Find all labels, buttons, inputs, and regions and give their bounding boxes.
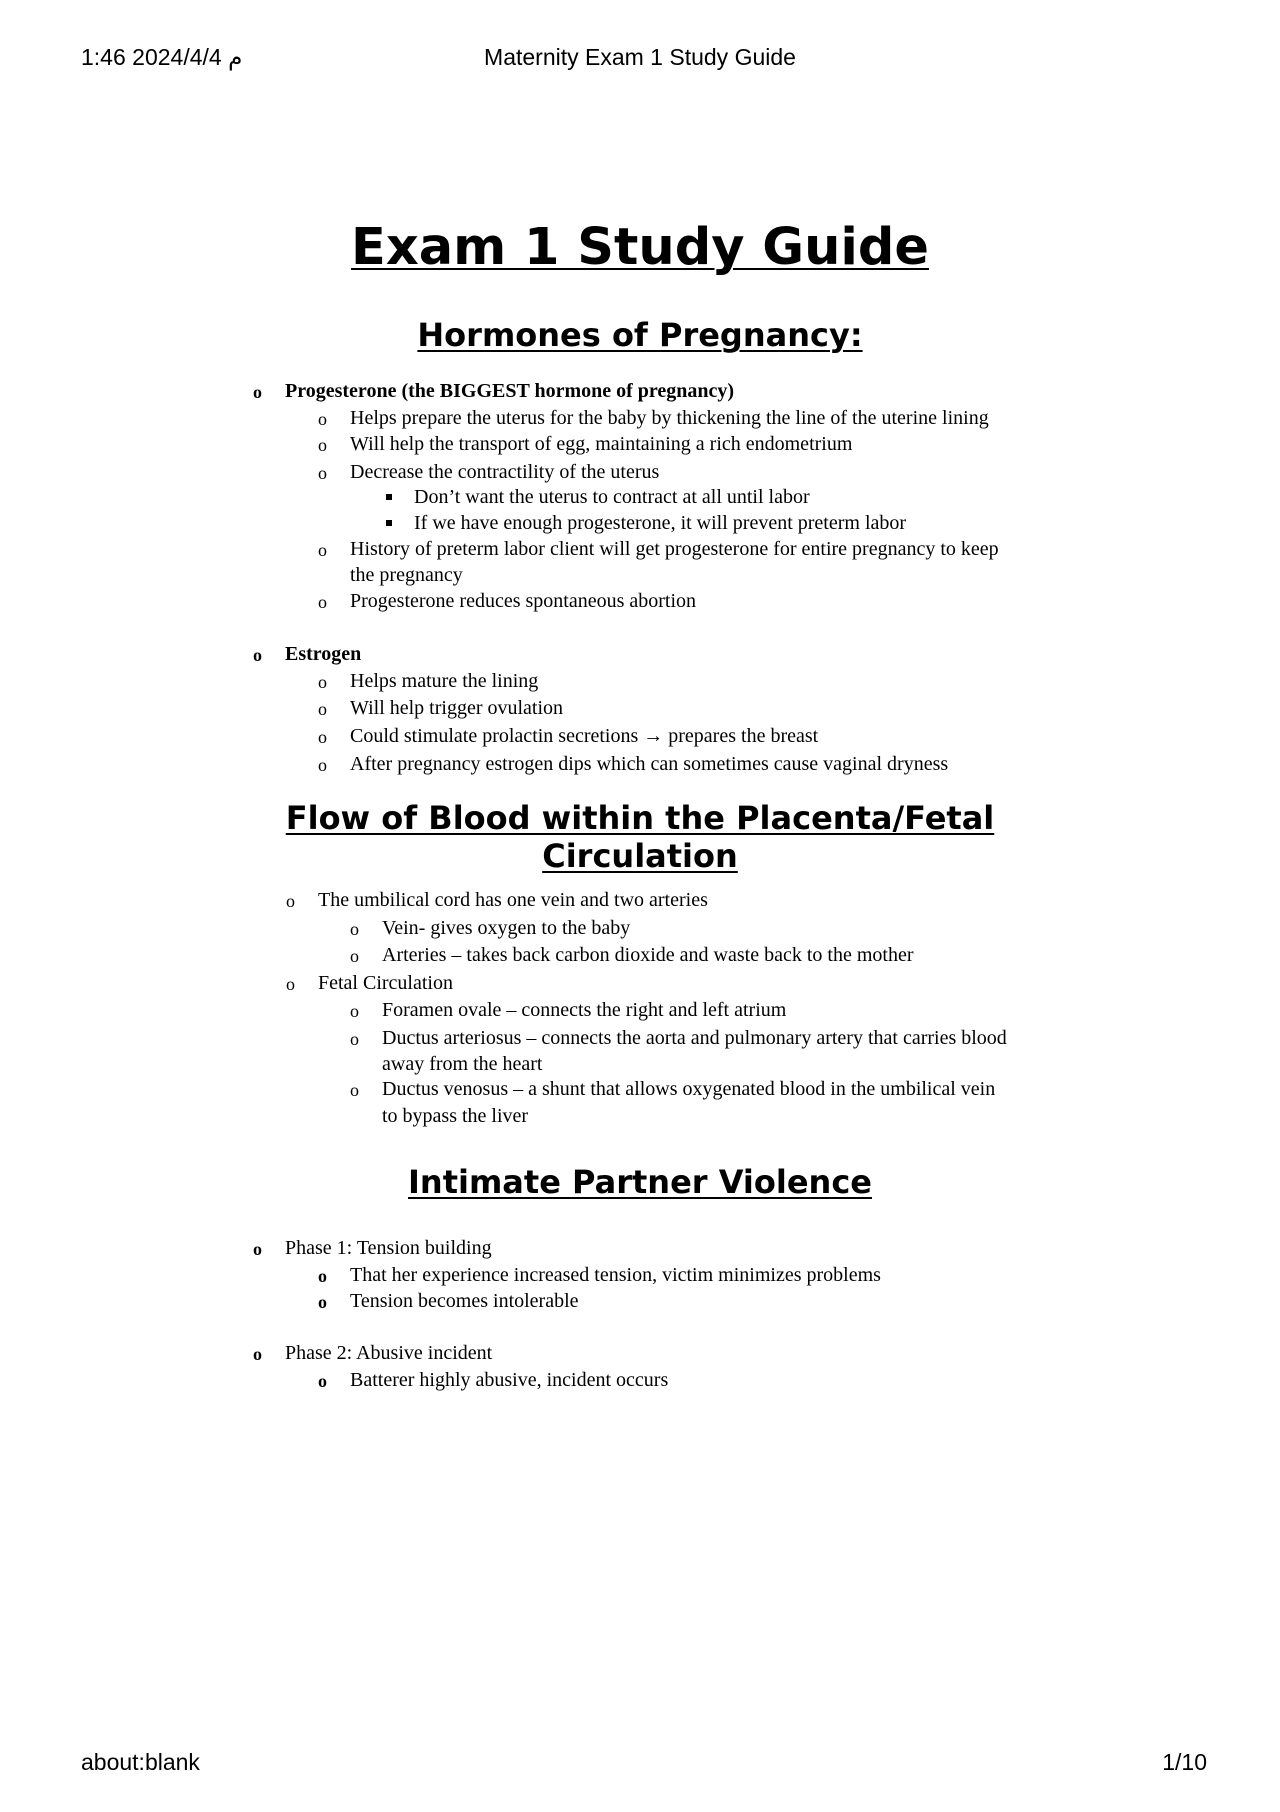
bullet-icon: o <box>318 463 327 483</box>
list-item: Fetal Circulation <box>318 972 453 994</box>
list-item-progesterone: Progesterone (the BIGGEST hormone of pregnancy) <box>285 380 735 402</box>
section-heading-blood-flow-cont: Circulation <box>542 837 738 875</box>
page-title: Exam 1 Study Guide <box>351 218 929 277</box>
square-bullet-icon <box>386 520 392 526</box>
list-item: Ductus venosus – a shunt that allows oxygenated blood in the umbilical vein <box>382 1078 996 1100</box>
list-item: Progesterone reduces spontaneous abortion <box>350 590 697 612</box>
list-item: Helps prepare the uterus for the baby by thickening the line of the uterine lining <box>350 407 989 429</box>
bullet-icon: o <box>318 435 327 455</box>
bullet-icon: o <box>318 699 327 719</box>
bullet-icon: o <box>318 540 327 560</box>
bullet-icon: o <box>318 727 327 747</box>
square-bullet-icon <box>386 494 392 500</box>
bullet-icon: o <box>350 946 359 966</box>
print-url: about:blank <box>81 1749 200 1775</box>
bullet-icon: o <box>253 1239 262 1259</box>
page-number: 1/10 <box>1162 1749 1207 1775</box>
list-item: After pregnancy estrogen dips which can sometimes cause vaginal dryness <box>350 753 949 775</box>
bullet-icon: o <box>318 1371 327 1391</box>
list-item: Ductus arteriosus – connects the aorta and pulmonary artery that carries blood <box>382 1027 1007 1049</box>
bullet-icon: o <box>253 382 262 402</box>
list-item: Tension becomes intolerable <box>350 1290 579 1312</box>
bullet-icon: o <box>350 1080 359 1100</box>
list-item: Foramen ovale – connects the right and left atrium <box>382 999 787 1021</box>
list-item-continuation: to bypass the liver <box>382 1105 529 1127</box>
list-item-phase-1: Phase 1: Tension building <box>285 1237 492 1259</box>
list-item: If we have enough progesterone, it will prevent preterm labor <box>414 512 907 534</box>
list-item: Helps mature the lining <box>350 670 539 692</box>
bullet-icon: o <box>253 645 262 665</box>
section-heading-ipv: Intimate Partner Violence <box>408 1163 872 1201</box>
bullet-icon: o <box>350 1029 359 1049</box>
list-item: Vein- gives oxygen to the baby <box>382 917 631 939</box>
bullet-icon: o <box>253 1344 262 1364</box>
bullet-icon: o <box>318 1292 327 1312</box>
list-item: Will help trigger ovulation <box>350 697 564 719</box>
list-item: Batterer highly abusive, incident occurs <box>350 1369 669 1391</box>
bullet-icon: o <box>350 1001 359 1021</box>
list-item: Could stimulate prolactin secretions → prepares the breast <box>350 725 819 747</box>
list-item: History of preterm labor client will get progesterone for entire pregnancy to keep <box>350 538 999 560</box>
list-item-continuation: away from the heart <box>382 1053 543 1075</box>
section-heading-blood-flow: Flow of Blood within the Placenta/Fetal <box>285 799 995 837</box>
print-doc-title: Maternity Exam 1 Study Guide <box>484 44 796 70</box>
list-item: Arteries – takes back carbon dioxide and waste back to the mother <box>382 944 914 966</box>
list-item: The umbilical cord has one vein and two arteries <box>318 889 708 911</box>
list-item: Will help the transport of egg, maintaining a rich endometrium <box>350 433 853 455</box>
section-heading-hormones: Hormones of Pregnancy: <box>417 316 863 354</box>
bullet-icon: o <box>318 672 327 692</box>
list-item: That her experience increased tension, victim minimizes problems <box>350 1264 881 1286</box>
list-item-estrogen: Estrogen <box>285 643 362 665</box>
print-datetime: 1:46 2024/4/4 م <box>81 44 243 70</box>
list-item: Decrease the contractility of the uterus <box>350 461 660 483</box>
bullet-icon: o <box>318 1266 327 1286</box>
bullet-icon: o <box>286 891 295 911</box>
bullet-icon: o <box>318 409 327 429</box>
bullet-icon: o <box>318 592 327 612</box>
bullet-icon: o <box>286 974 295 994</box>
bullet-icon: o <box>350 919 359 939</box>
list-item-phase-2: Phase 2: Abusive incident <box>285 1342 493 1364</box>
list-item: Don’t want the uterus to contract at all until labor <box>414 486 810 508</box>
list-item-continuation: the pregnancy <box>350 564 463 586</box>
bullet-icon: o <box>318 755 327 775</box>
